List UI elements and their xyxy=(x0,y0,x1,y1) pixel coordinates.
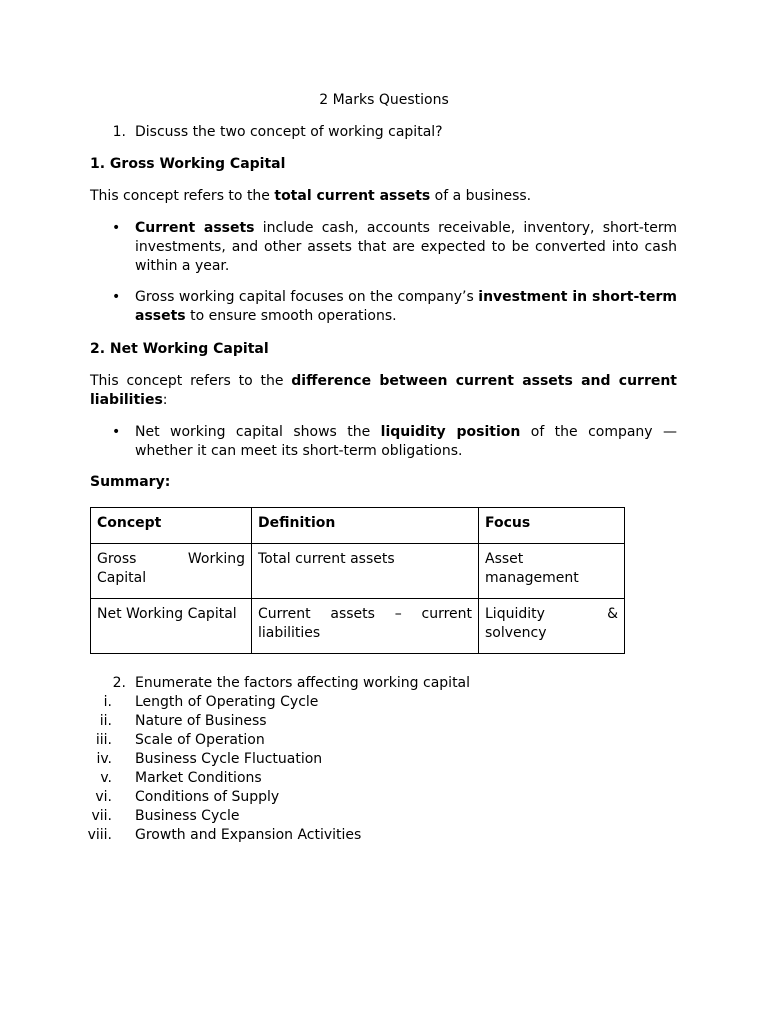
list-item-number: iii. xyxy=(95,732,112,748)
bullet-emphasis: Current assets xyxy=(135,220,255,236)
list-item-text: Length of Operating Cycle xyxy=(135,694,319,710)
list-item-number: ii. xyxy=(99,713,112,729)
table-cell: Asset management xyxy=(479,544,625,599)
table-header-row xyxy=(91,508,625,544)
list-item-number: i. xyxy=(103,694,112,710)
bullet-icon: • xyxy=(112,289,121,305)
net-intro xyxy=(90,372,677,410)
list-item-text: Growth and Expansion Activities xyxy=(135,827,362,843)
bullet-icon: • xyxy=(112,220,121,236)
gross-bullet-2 xyxy=(135,288,677,326)
bullet-text: of the company — whether it can meet its short-term obligations. xyxy=(135,424,678,459)
question-number: 2. xyxy=(112,675,126,691)
intro-emphasis: difference between current assets and current liabilities xyxy=(90,373,678,408)
table-header-cell: Definition xyxy=(252,508,479,544)
list-item-number: iv. xyxy=(96,751,112,767)
net-bullet-1 xyxy=(135,423,677,461)
table-cell: Liquidity & solvency xyxy=(479,599,625,654)
list-item-number: viii. xyxy=(87,827,112,843)
table-row xyxy=(91,599,625,654)
list-item-number: vi. xyxy=(95,789,112,805)
bullet-text: include cash, accounts receivable, inventory, short-term investments, and other assets that are expected to be converted into cash within a year. xyxy=(135,220,677,274)
list-item-text: Conditions of Supply xyxy=(135,789,280,805)
summary-label: Summary: xyxy=(90,474,171,490)
page-heading: 2 Marks Questions xyxy=(319,92,449,108)
table-header-cell: Concept xyxy=(91,508,252,544)
bullet-text: Net working capital shows the xyxy=(135,424,381,440)
table-cell: Current assets – current liabilities xyxy=(252,599,479,654)
intro-text: This concept refers to the xyxy=(90,373,292,389)
intro-text: This concept refers to the xyxy=(90,188,275,204)
table-row xyxy=(91,544,625,599)
list-item-text: Scale of Operation xyxy=(135,732,265,748)
section-title-net: 2. Net Working Capital xyxy=(90,341,269,357)
gross-bullet-1 xyxy=(135,219,677,276)
section-title-gross: 1. Gross Working Capital xyxy=(90,156,286,172)
intro-text: : xyxy=(162,392,168,408)
table-cell: Gross Working Capital xyxy=(91,544,252,599)
table-header-cell: Focus xyxy=(479,508,625,544)
bullet-emphasis: liquidity position xyxy=(380,424,521,440)
intro-text: of a business. xyxy=(430,188,532,204)
bullet-text: to ensure smooth operations. xyxy=(185,308,397,324)
question-text: Discuss the two concept of working capital? xyxy=(135,124,443,140)
bullet-emphasis: investment in short-term assets xyxy=(135,289,677,324)
question-number: 1. xyxy=(112,124,126,140)
table-cell: Total current assets xyxy=(252,544,479,599)
list-item-text: Business Cycle xyxy=(135,808,240,824)
intro-emphasis: total current assets xyxy=(274,188,431,204)
list-item-number: vii. xyxy=(91,808,112,824)
list-item-number: v. xyxy=(100,770,112,786)
list-item-text: Nature of Business xyxy=(135,713,267,729)
question-text: Enumerate the factors affecting working capital xyxy=(135,675,471,691)
summary-table xyxy=(90,507,625,654)
list-item-text: Business Cycle Fluctuation xyxy=(135,751,323,767)
bullet-text: Gross working capital focuses on the company’s xyxy=(135,289,479,305)
table-cell: Net Working Capital xyxy=(91,599,252,654)
list-item-text: Market Conditions xyxy=(135,770,262,786)
gross-intro xyxy=(90,187,678,206)
bullet-icon: • xyxy=(112,424,121,440)
